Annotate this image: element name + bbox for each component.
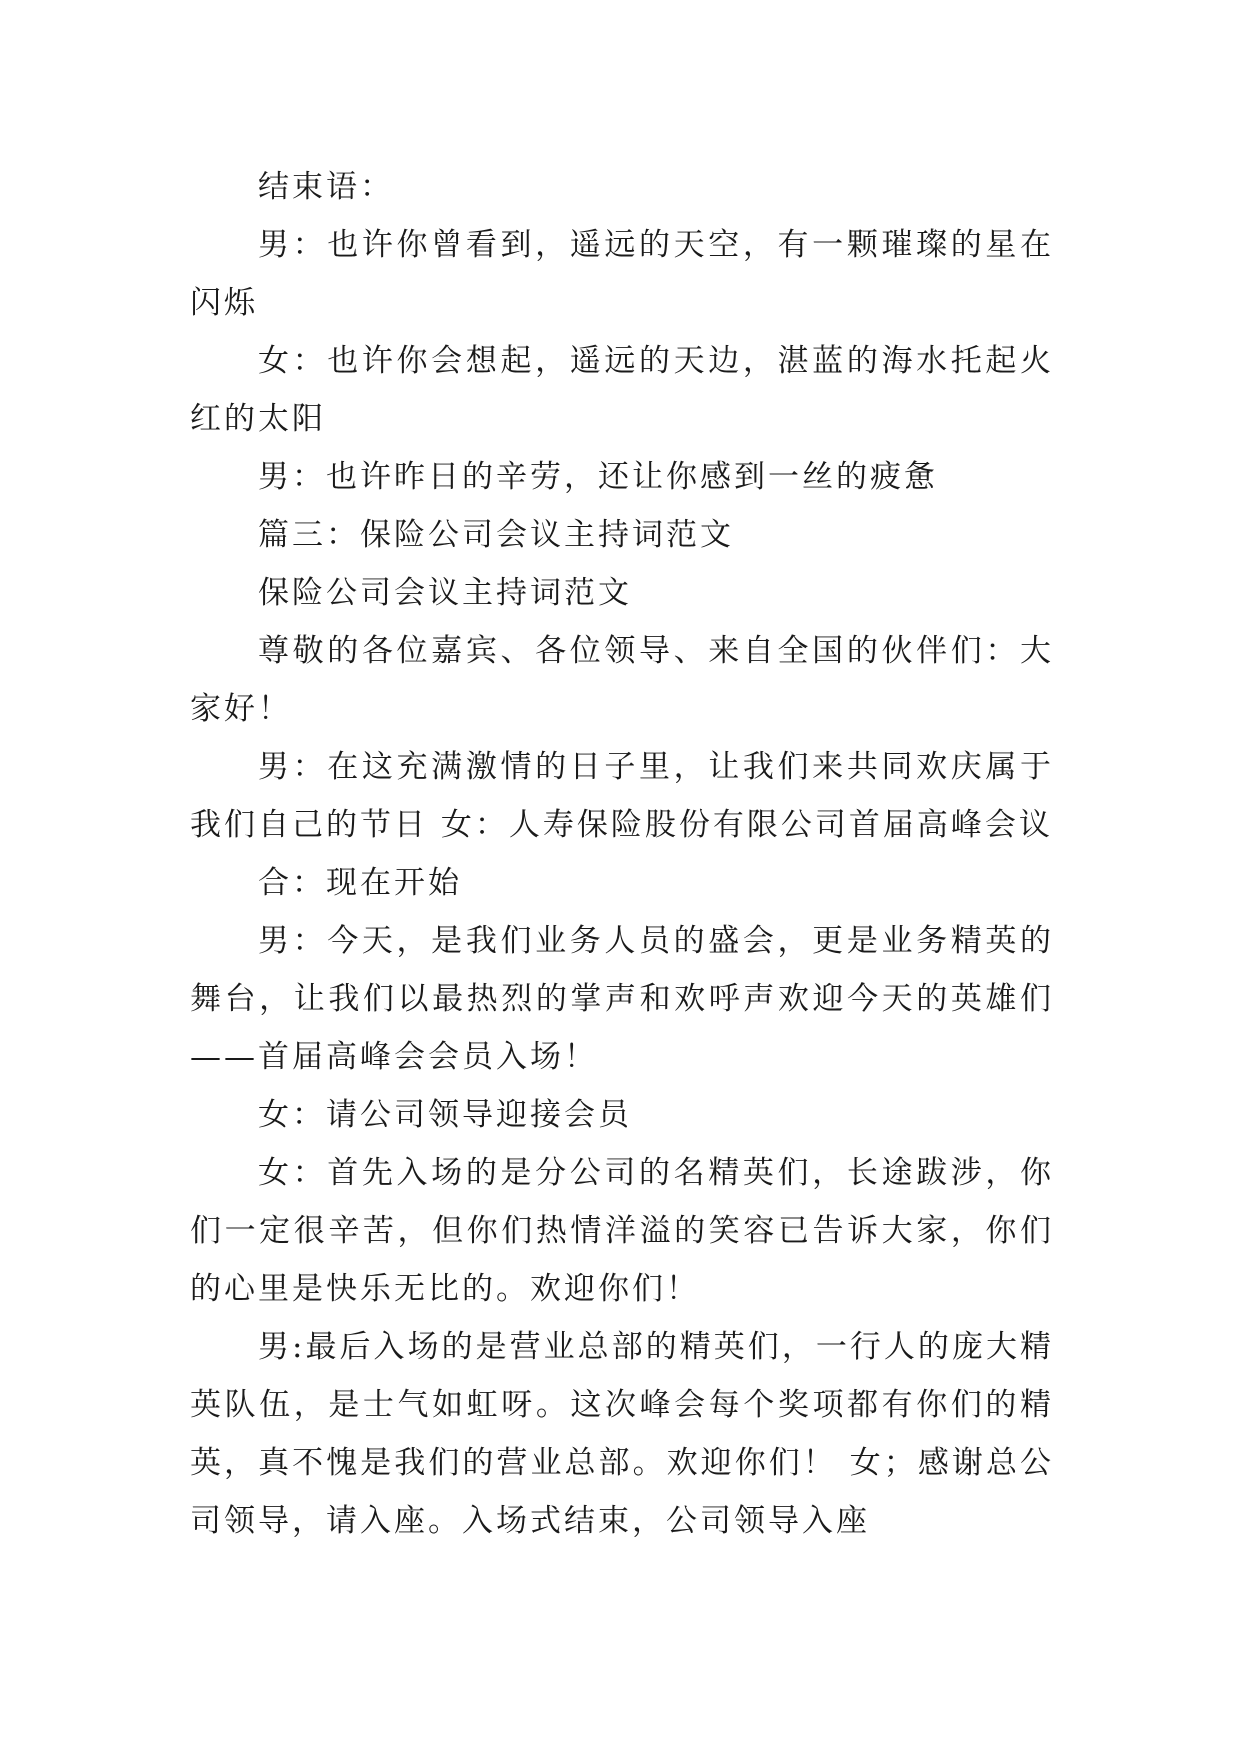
document-body [190,158,1054,1550]
paragraph: 合：现在开始 [258,865,462,901]
paragraph: 男:最后入场的是营业总部的精英们，一行人的庞大精英队伍，是士气如虹呀。这次峰会每个奖项都有你们的精英，真不愧是我们的营业总部。欢迎你们！ 女；感谢总公司领导，请入座。入场式结束，公司领导入座 [190,1329,1054,1539]
paragraph: 女：首先入场的是分公司的名精英们，长途跋涉，你们一定很辛苦，但你们热情洋溢的笑容已告诉大家，你们的心里是快乐无比的。欢迎你们！ [190,1155,1054,1307]
paragraph: 男：今天，是我们业务人员的盛会，更是业务精英的舞台，让我们以最热烈的掌声和欢呼声欢迎今天的英雄们——首届高峰会会员入场！ [190,923,1054,1075]
paragraph: 女：请公司领导迎接会员 [258,1097,632,1133]
paragraph-closing-heading: 结束语： [258,169,394,205]
document-title: 保险公司会议主持词范文 [258,575,632,611]
paragraph: 男：也许昨日的辛劳，还让你感到一丝的疲惫 [258,459,938,495]
paragraph: 男：在这充满激情的日子里，让我们来共同欢庆属于我们自己的节日 女：人寿保险股份有限公司首届高峰会议 [190,749,1054,843]
section-title: 篇三：保险公司会议主持词范文 [258,517,734,553]
paragraph: 女：也许你会想起，遥远的天边，湛蓝的海水托起火红的太阳 [190,343,1054,437]
paragraph-greeting: 尊敬的各位嘉宾、各位领导、来自全国的伙伴们：大家好！ [190,633,1054,727]
paragraph: 男：也许你曾看到，遥远的天空，有一颗璀璨的星在闪烁 [190,227,1054,321]
